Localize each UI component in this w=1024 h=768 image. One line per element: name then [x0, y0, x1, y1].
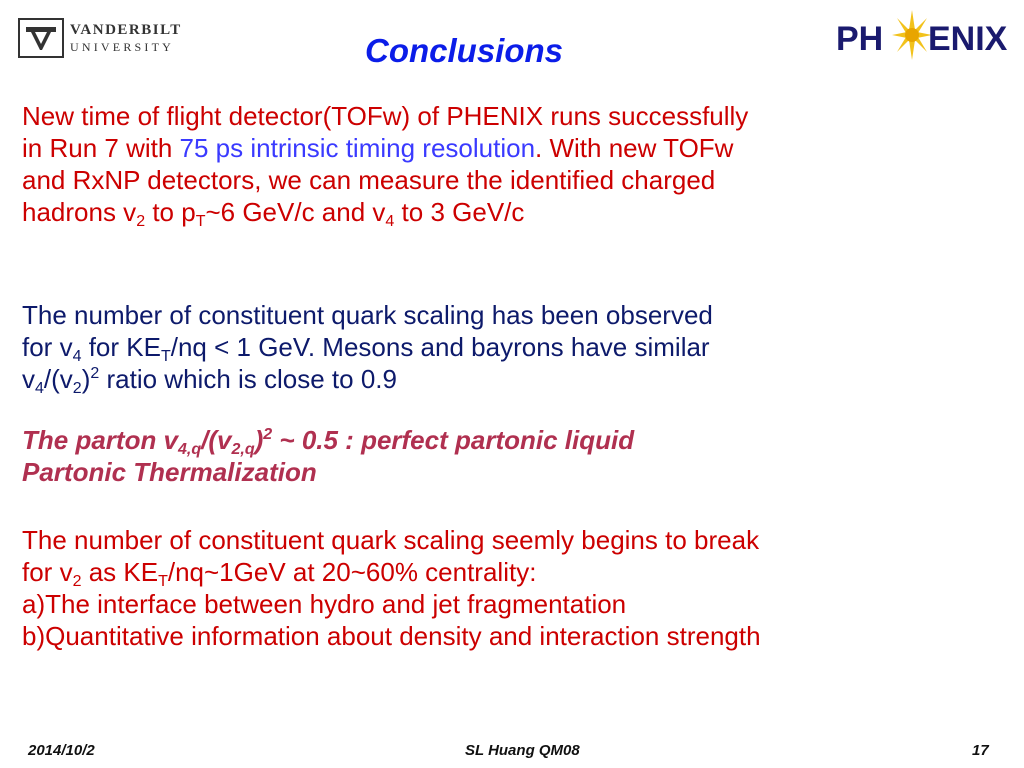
text-line: The number of constituent quark scaling has been observed	[22, 300, 713, 330]
slide-title: Conclusions	[365, 32, 564, 69]
vanderbilt-logo	[18, 18, 198, 58]
footer-date: 2014/10/2	[28, 742, 95, 759]
text-line: The number of constituent quark scaling seemly begins to break	[22, 525, 760, 555]
text-line: and RxNP detectors, we can measure the identified charged	[22, 165, 716, 195]
university-label: UNIVERSITY	[70, 40, 174, 54]
phenix-logo-text-right: ENIX	[928, 20, 1008, 58]
footer-page-number: 17	[972, 742, 989, 759]
text-line: hadrons $v_2$ to $p_T\sim 6$ GeV/c and $v_4$ to 3 GeV/c	[22, 197, 525, 230]
phenix-sunburst-icon	[892, 10, 932, 60]
text-line: in Run 7 with 75 ps intrinsic timing resolution. With new TOFw	[22, 133, 734, 163]
timing-resolution-highlight: 75 ps intrinsic timing resolution	[179, 133, 536, 163]
text-line: The parton $v_{4,q}/(v_{2,q})^2$ ~ 0.5 : perfect partonic liquid	[22, 425, 635, 458]
phenix-logo-text-left: PH	[836, 20, 884, 58]
phenix-logo	[836, 8, 1016, 64]
conclusion-paragraph-tof	[22, 100, 1012, 228]
conclusion-paragraph-scaling	[22, 299, 1012, 395]
text-line: for $v_2$ as $KE_T/nq\sim 1GeV$ at 20~60% centrality:	[22, 557, 537, 590]
vanderbilt-name: VANDERBILT	[70, 22, 182, 38]
footer-presenter: SL Huang QM08	[465, 742, 580, 759]
text-line: b)Quantitative information about density and interaction strength	[22, 621, 761, 651]
conclusion-paragraph-partonic	[22, 424, 1012, 488]
text-line: Partonic Thermalization	[22, 457, 317, 487]
text-line: $v_4/(v_2)^2$ ratio which is close to 0.9	[22, 364, 397, 397]
text-line: New time of flight detector(TOFw) of PHENIX runs successfully	[22, 101, 749, 131]
text-line: for $v_4$ for $KE_T/nq < 1$ GeV. Mesons and bayrons have similar	[22, 332, 710, 365]
text-line: a)The interface between hydro and jet fragmentation	[22, 589, 627, 619]
conclusion-paragraph-breaking	[22, 524, 1012, 652]
vanderbilt-v-shield-icon	[18, 18, 64, 58]
